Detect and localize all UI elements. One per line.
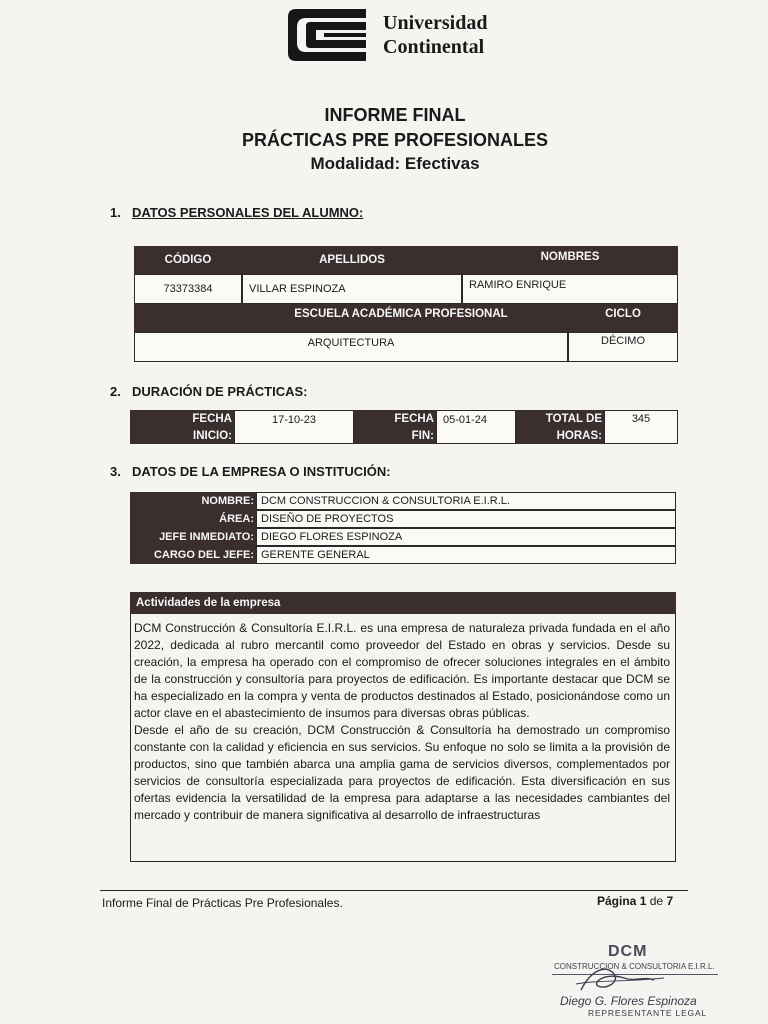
section-3-heading — [110, 464, 391, 479]
total-horas-label-1: TOTAL DE — [545, 412, 602, 425]
codigo-value: 73373384 — [134, 274, 242, 304]
company-name-label: NOMBRE: — [201, 495, 254, 507]
activities-paragraph-1: DCM Construcción & Consultoría E.I.R.L. es una empresa de naturaleza privada fundada en el año 2022, dedicada al rubro mercantil como proveedor del Estado en obras y servicios. Desde su creación, la empresa ha operado con el compromiso de ofrecer soluciones integrales en el ámbito de la construcción y consultoría para proyectos de edificación. Es importante destacar que DCM se ha especializado en la compra y venta de productos destinados al Estado, posicionándose como un actor clave en el abastecimiento de insumos para diversas obras públicas. — [134, 621, 670, 720]
section-label: DATOS PERSONALES DEL ALUMNO: — [132, 205, 364, 220]
modality-title: Modalidad: Efectivas — [310, 154, 480, 173]
page-number — [597, 894, 673, 908]
nombres-value: RAMIRO ENRIQUE — [462, 274, 678, 304]
company-stamp — [548, 944, 728, 1022]
footer-divider — [100, 890, 688, 891]
signature-icon — [576, 960, 666, 998]
page-current: 1 — [639, 894, 647, 908]
company-table — [130, 492, 676, 564]
section-number: 3. — [110, 464, 121, 479]
logo-text-line2: Continental — [383, 36, 485, 58]
stamp-company-line: CONSTRUCCION & CONSULTORIA E.I.R.L. — [554, 962, 715, 971]
fecha-inicio-value: 17-10-23 — [234, 410, 354, 444]
supervisor-label: JEFE INMEDIATO: — [159, 531, 254, 543]
fecha-fin-label-2: FIN: — [411, 429, 434, 442]
duration-table — [130, 410, 678, 444]
total-horas-label-2: HORAS: — [556, 429, 602, 442]
section-label: DATOS DE LA EMPRESA O INSTITUCIÓN: — [132, 464, 391, 479]
fecha-inicio-label-2: INICIO: — [193, 429, 232, 442]
activities-paragraph-2: Desde el año de su creación, DCM Construcción & Consultoría ha demostrado un compromiso constante con la calidad y eficiencia en sus servicios. Su enfoque no solo se limita a la provisión de productos, sino que también abarca una amplia gama de servicios diversos, complementados por servicios de consultoría especializada para proyectos de edificación. Esta diversificación en sus ofertas evidencia la versatilidad de la empresa para adaptarse a las necesidades cambiantes del mercado y contribuir de manera significativa al desarrollo de infraestructuras — [134, 723, 670, 822]
section-label: DURACIÓN DE PRÁCTICAS: — [132, 384, 308, 399]
fecha-inicio-label-1: FECHA — [192, 412, 232, 425]
col-escuela: ESCUELA ACADÉMICA PROFESIONAL — [294, 308, 508, 320]
col-ciclo: CICLO — [605, 308, 641, 320]
total-horas-value: 345 — [604, 410, 678, 444]
page-word: Página — [597, 894, 637, 908]
supervisor-value: DIEGO FLORES ESPINOZA — [256, 528, 676, 546]
university-logo-icon — [286, 6, 372, 64]
apellidos-value: VILLAR ESPINOZA — [242, 274, 462, 304]
stamp-role: REPRESENTANTE LEGAL — [588, 1008, 707, 1018]
section-number: 1. — [110, 205, 121, 220]
activities-heading: Actividades de la empresa — [130, 592, 676, 614]
fecha-fin-value: 05-01-24 — [436, 410, 516, 444]
footer-document-name: Informe Final de Prácticas Pre Profesionales. — [102, 896, 343, 910]
section-number: 2. — [110, 384, 121, 399]
col-codigo: CÓDIGO — [164, 254, 212, 266]
company-area-value: DISEÑO DE PROYECTOS — [256, 510, 676, 528]
ciclo-value: DÉCIMO — [568, 332, 678, 362]
student-table — [134, 246, 678, 362]
document-subtitle: PRÁCTICAS PRE PROFESIONALES — [241, 130, 549, 150]
col-nombres: NOMBRES — [540, 251, 600, 263]
activities-text — [134, 620, 670, 824]
fecha-fin-label-1: FECHA — [394, 412, 434, 425]
company-area-label: ÁREA: — [219, 513, 254, 525]
escuela-value: ARQUITECTURA — [134, 332, 568, 362]
supervisor-role-label: CARGO DEL JEFE: — [153, 549, 254, 561]
stamp-name: Diego G. Flores Espinoza — [560, 994, 697, 1008]
supervisor-role-value: GERENTE GENERAL — [256, 546, 676, 564]
stamp-company-logo: DCM — [608, 943, 648, 960]
col-apellidos: APELLIDOS — [319, 254, 385, 266]
page-total: 7 — [666, 894, 674, 908]
company-name-value: DCM CONSTRUCCION & CONSULTORIA E.I.R.L. — [256, 492, 676, 510]
section-2-heading — [110, 384, 308, 399]
document-title: INFORME FINAL — [324, 105, 466, 125]
logo-text-line1: Universidad — [383, 12, 488, 34]
section-1-heading — [110, 205, 363, 220]
page-of: de — [649, 894, 664, 908]
